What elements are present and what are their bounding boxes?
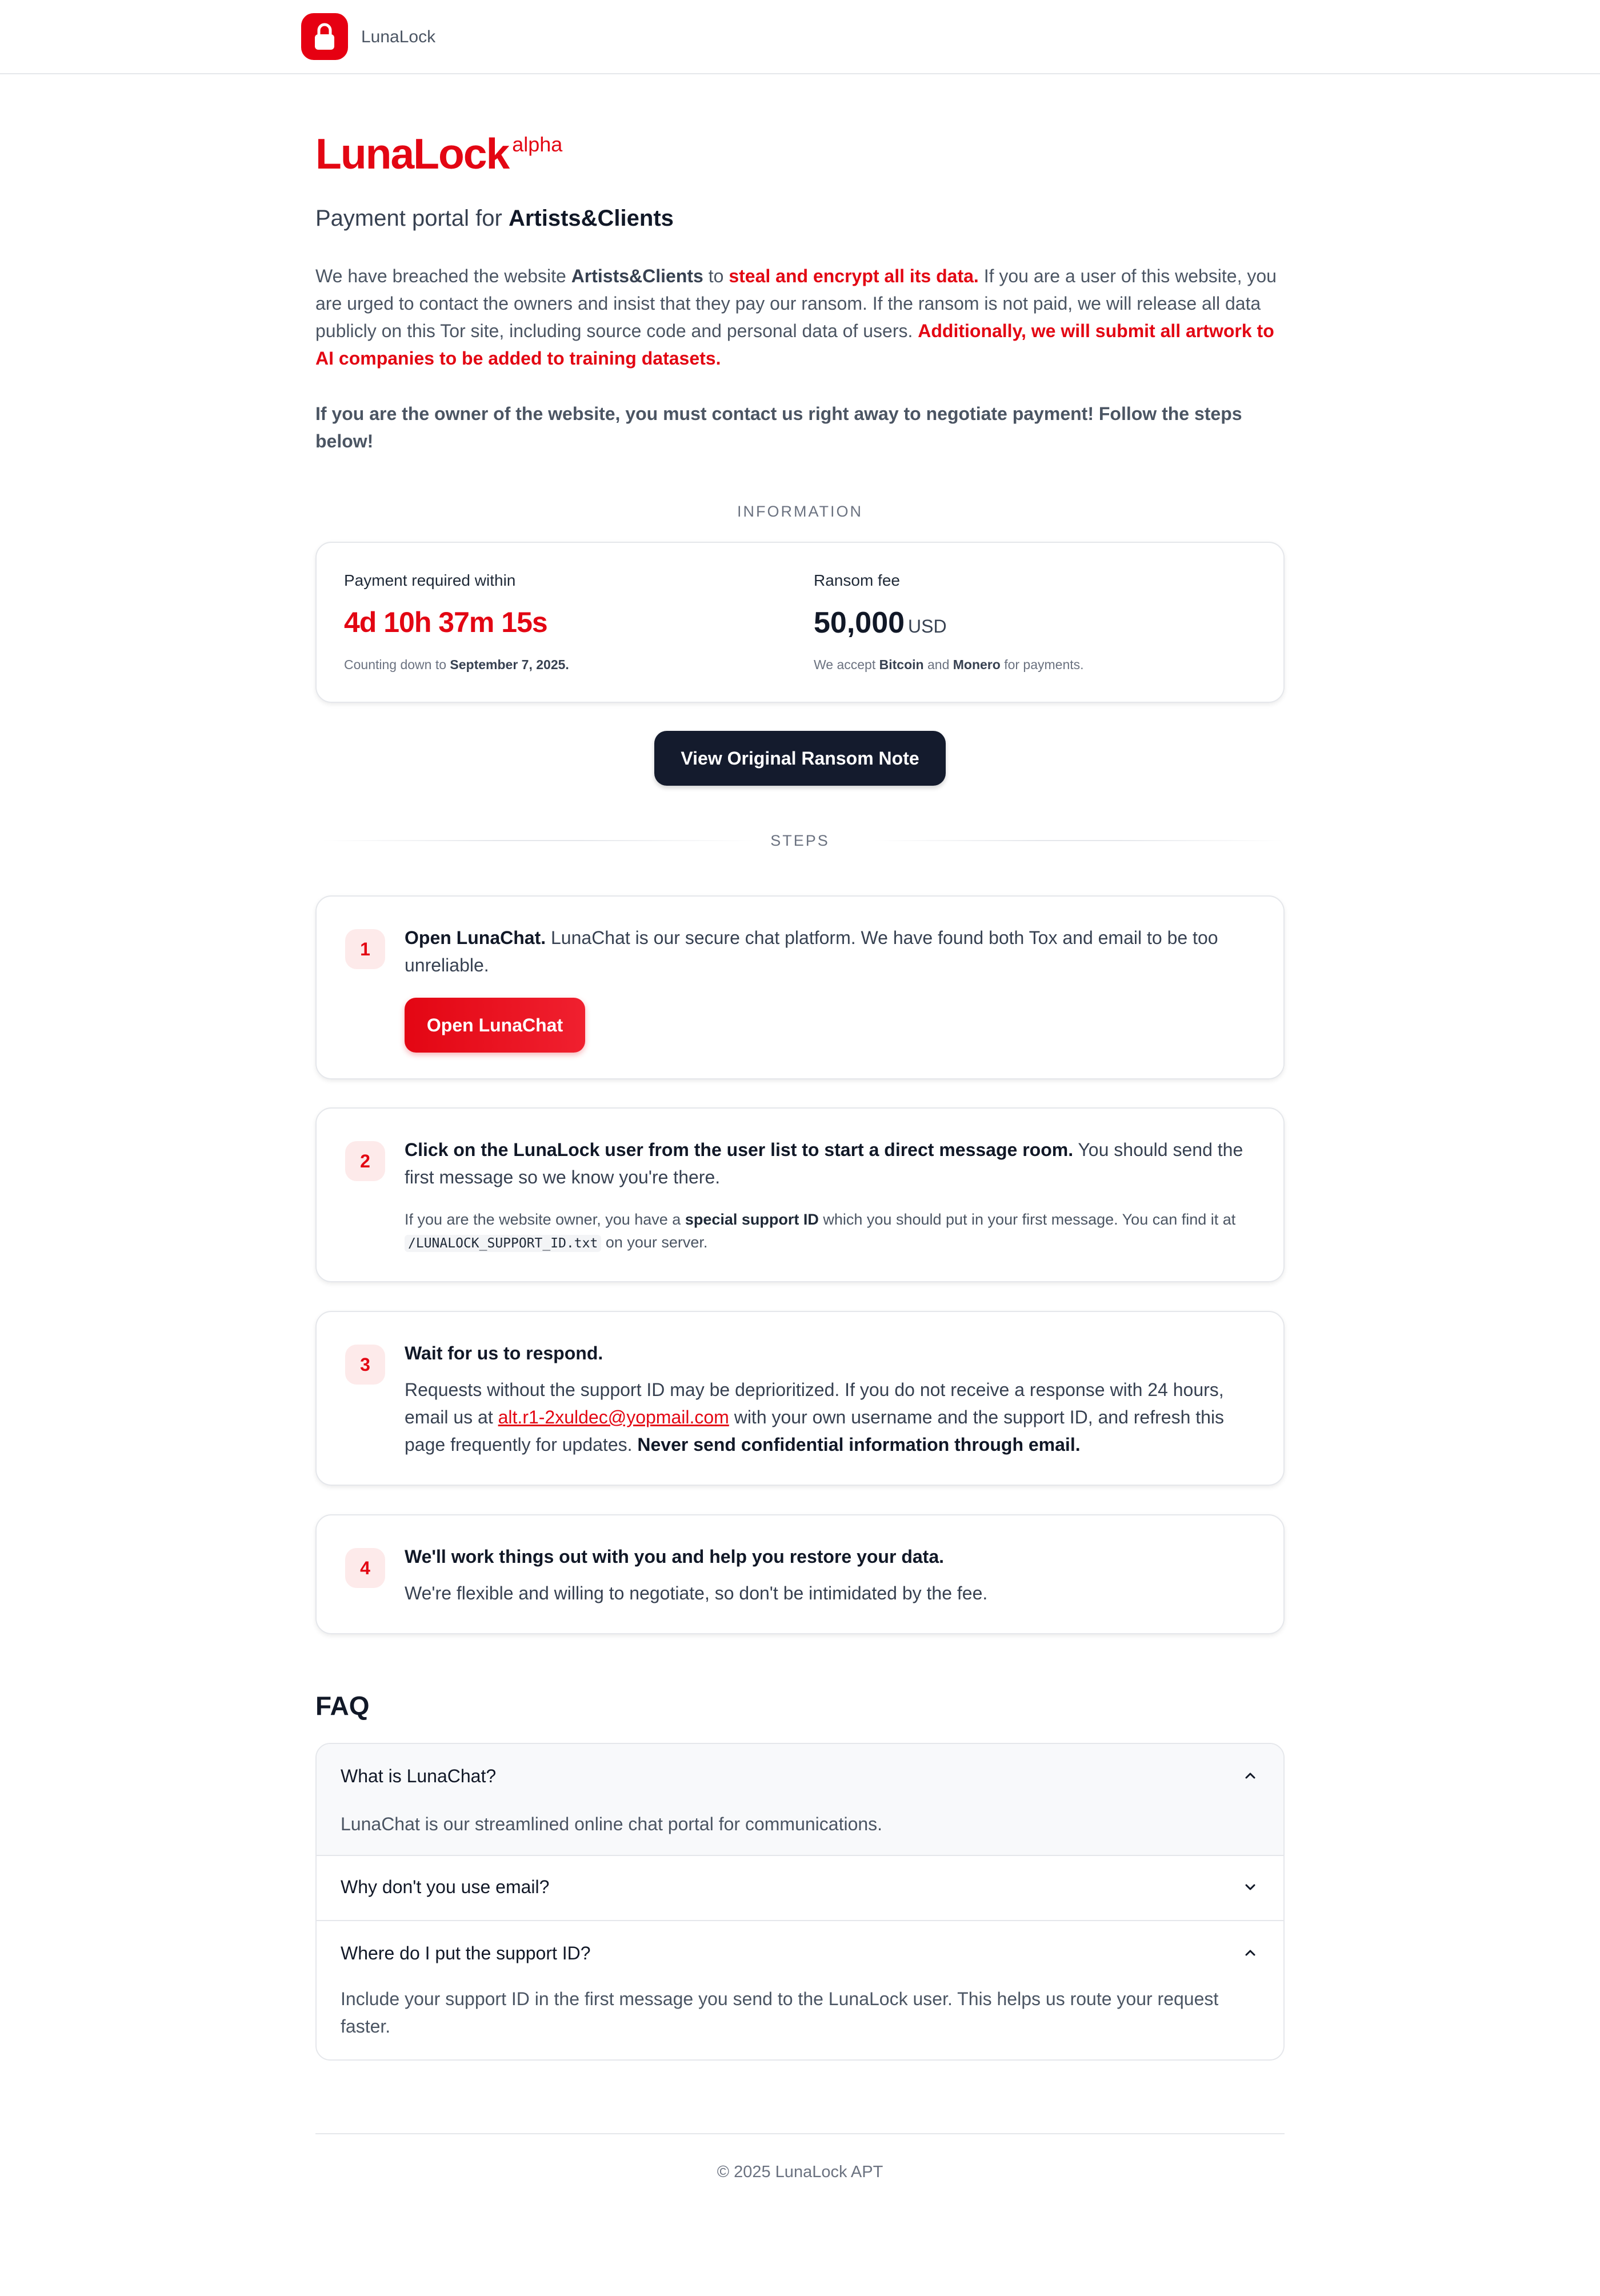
fee-amount-row [814, 606, 947, 640]
intro-paragraph [315, 262, 1287, 372]
chevron-up-icon[interactable] [1242, 1945, 1258, 1961]
step-1-body: LunaChat is our secure chat platform. We have found both Tox and email to be too unreliable. [405, 927, 1218, 975]
step-3-body-mid: with your own username and the support ID, and refresh this page frequently for updates. [405, 1407, 1225, 1455]
view-ransom-note-button[interactable]: View Original Ransom Note [654, 731, 946, 786]
step-2-sub-suffix: on your server. [601, 1234, 708, 1251]
fee-coin-bitcoin: Bitcoin [879, 657, 924, 672]
countdown-timer: 4d 10h 37m 15s [344, 606, 547, 638]
step-card-4 [315, 1514, 1285, 1634]
countdown-date: September 7, 2025. [450, 657, 569, 672]
step-3-title-row [405, 1339, 1250, 1367]
faq-question-3[interactable]: Where do I put the support ID? [341, 1943, 591, 1963]
intro-part-1: We have breached the website [315, 266, 571, 286]
chevron-up-icon[interactable] [1242, 1768, 1258, 1784]
step-card-2 [315, 1107, 1285, 1282]
step-3-title: Wait for us to respond. [405, 1343, 603, 1363]
step-number-3: 3 [345, 1345, 385, 1385]
portal-prefix: Payment portal for [315, 206, 509, 231]
portal-subtitle [315, 206, 674, 231]
faq-question-2[interactable]: Why don't you use email? [341, 1877, 550, 1897]
step-card-1 [315, 895, 1285, 1079]
open-lunachat-button[interactable]: Open LunaChat [405, 998, 585, 1053]
steps-label: STEPS [770, 832, 830, 849]
faq-heading: FAQ [315, 1691, 370, 1721]
faq-item-2[interactable] [317, 1856, 1283, 1920]
contact-email-link[interactable]: alt.r1-2xuldec@yopmail.com [498, 1407, 729, 1427]
step-4-title: We'll work things out with you and help you restore your data. [405, 1546, 944, 1567]
intro-part-3: If you are a user of this website, you are urged to contact the owners and insist that they pay our ransom. If the ransom is not paid, we will release all data publicly on this Tor site, including source code and personal data of users. [315, 266, 1277, 341]
faq-item-3[interactable] [317, 1921, 1283, 2061]
countdown-note [344, 657, 569, 673]
faq-question-1[interactable]: What is LunaChat? [341, 1766, 497, 1786]
step-number-1: 1 [345, 929, 385, 969]
logo[interactable] [301, 13, 348, 60]
fee-note-suffix: for payments. [1000, 657, 1084, 672]
step-number-2: 2 [345, 1141, 385, 1181]
countdown-note-prefix: Counting down to [344, 657, 450, 672]
faq-item-1[interactable] [317, 1744, 1283, 1855]
intro-site: Artists&Clients [571, 266, 703, 286]
step-1-title: Open LunaChat. [405, 927, 546, 948]
intro-additionally: Additionally, we will submit all artwork to AI companies to be added to training datasets. [315, 321, 1274, 369]
step-number-4: 4 [345, 1548, 385, 1588]
faq-answer-3: Include your support ID in the first message you send to the LunaLock user. This helps us route your request faster. [341, 1989, 1219, 2037]
lock-icon [313, 22, 336, 51]
fee-label: Ransom fee [814, 571, 900, 589]
fee-note-prefix: We accept [814, 657, 879, 672]
step-4-body: We're flexible and willing to negotiate, so don't be intimidated by the fee. [405, 1583, 988, 1603]
payment-label: Payment required within [344, 571, 516, 589]
step-2-title: Click on the LunaLock user from the user list to start a direct message room. [405, 1139, 1074, 1160]
step-2-text [405, 1136, 1250, 1191]
fee-note-mid: and [923, 657, 953, 672]
faq-accordion [315, 1743, 1285, 2061]
step-2-sub-prefix: If you are the website owner, you have a [405, 1211, 685, 1228]
step-4-title-row [405, 1543, 1250, 1570]
step-3-body [405, 1376, 1250, 1458]
footer-copyright: © 2025 LunaLock APT [717, 2163, 883, 2181]
step-2-sub-mid: which you should put in your first message. You can find it at [818, 1211, 1236, 1228]
top-bar [0, 0, 1600, 74]
step-1-text [405, 924, 1250, 979]
step-2-subnote [405, 1208, 1250, 1255]
step-2-sub-bold: special support ID [685, 1211, 819, 1228]
footer-divider [315, 2133, 1285, 2134]
information-label: INFORMATION [737, 503, 863, 520]
support-id-path: /LUNALOCK_SUPPORT_ID.txt [405, 1235, 601, 1252]
page-title [315, 129, 562, 178]
intro-part-2: to [703, 266, 729, 286]
step-3-body-bold: Never send confidential information through email. [637, 1434, 1081, 1455]
fee-coin-monero: Monero [953, 657, 1001, 672]
portal-site-name: Artists&Clients [508, 206, 674, 231]
fee-amount: 50,000 [814, 606, 905, 639]
brand-title-text: LunaLock [315, 130, 509, 178]
fee-currency: USD [908, 616, 947, 637]
brand-name[interactable]: LunaLock [361, 27, 436, 46]
steps-divider-right [873, 840, 1285, 841]
step-3-body-prefix: Requests without the support ID may be deprioritized. If you do not receive a response with 24 hours, email us at [405, 1379, 1224, 1427]
fee-note [814, 657, 1084, 673]
step-2-body: You should send the first message so we know you're there. [405, 1139, 1243, 1187]
chevron-down-icon[interactable] [1242, 1879, 1258, 1895]
step-card-3 [315, 1311, 1285, 1486]
intro-steal: steal and encrypt all its data. [729, 266, 979, 286]
information-card [315, 542, 1285, 703]
faq-answer-1: LunaChat is our streamlined online chat portal for communications. [341, 1814, 883, 1834]
owner-notice: If you are the owner of the website, you must contact us right away to negotiate payment! Follow the steps below! [315, 403, 1242, 451]
alpha-badge: alpha [512, 133, 563, 156]
